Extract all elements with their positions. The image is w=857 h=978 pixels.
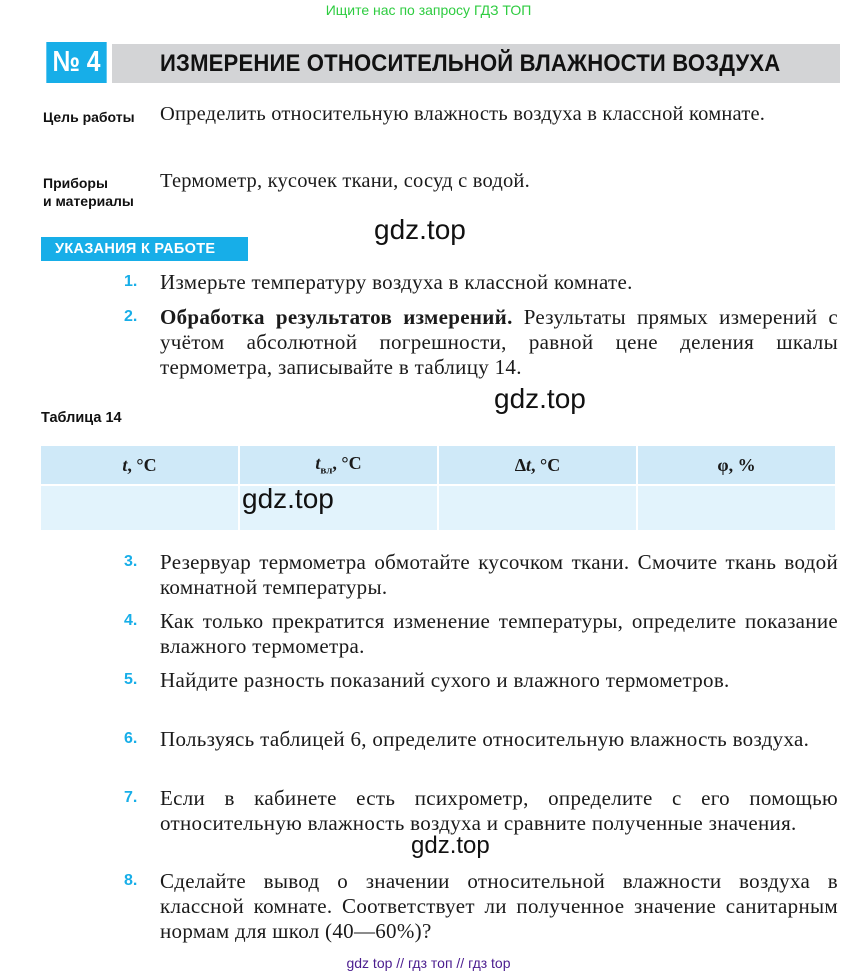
column-header-delta-t: Δt, °C: [439, 446, 636, 484]
page-title: ИЗМЕРЕНИЕ ОТНОСИТЕЛЬНОЙ ВЛАЖНОСТИ ВОЗДУХА: [160, 50, 781, 77]
step-number: 2.: [124, 308, 138, 325]
equipment-text: Термометр, кусочек ткани, сосуд с водой.: [160, 170, 530, 192]
step-text: Сделайте вывод о значении относительной влажности воздуха в классной комнате. Соответствует ли полученное значение санитарным нормам для школ (40—60%)?: [160, 869, 838, 943]
column-header-t: t, °C: [41, 446, 238, 484]
step-text: Если в кабинете есть психрометр, определите с его помощью относительную влажность воздуха и сравните полученные значения.: [160, 786, 838, 835]
watermark: gdz.top: [374, 214, 466, 245]
goal-label: Цель работы: [43, 109, 135, 125]
step-number: 5.: [124, 671, 138, 688]
column-header-t-wet: $t_{вл}$, °C: [240, 446, 437, 484]
search-banner: Ищите нас по запросу ГДЗ ТОП: [325, 2, 532, 18]
watermark: gdz.top: [411, 832, 490, 859]
watermark: gdz.top: [494, 383, 586, 414]
table-row: [41, 486, 835, 530]
equipment-label-line2: и материалы: [43, 193, 134, 209]
footer-watermark: gdz top // гдз топ // гдз top: [346, 955, 511, 971]
step-number: 3.: [124, 553, 138, 570]
step-number: 6.: [124, 730, 138, 747]
step-text: Обработка результатов измерений. Результаты прямых измерений с учётом абсолютной погрешности, равной цене деления шкалы термометра, записывайте в таблицу 14.: [160, 305, 838, 379]
step-number: 4.: [124, 612, 138, 629]
column-header-phi: φ, %: [638, 446, 835, 484]
step-text: Найдите разность показаний сухого и влажного термометров.: [160, 668, 730, 692]
step-text: Как только прекратится изменение температуры, определите показание влажного термометра.: [160, 609, 838, 658]
step-bold-lead: Обработка результатов измерений.: [160, 305, 513, 329]
table-cell[interactable]: [439, 486, 636, 530]
step-number: 7.: [124, 789, 138, 806]
step-number: 1.: [124, 273, 138, 290]
step-text: Пользуясь таблицей 6, определите относительную влажность воздуха.: [160, 727, 810, 751]
measurement-table: [39, 444, 837, 532]
task-number-badge: № 4: [46, 42, 106, 83]
step-number: 8.: [124, 872, 138, 889]
table-cell[interactable]: [638, 486, 835, 530]
step-text: Резервуар термометра обмотайте кусочком ткани. Смочите ткань водой комнатной температуры.: [160, 550, 838, 599]
watermark: gdz.top: [242, 483, 334, 514]
step-text: Измерьте температуру воздуха в классной комнате.: [160, 270, 633, 294]
equipment-label: [43, 174, 134, 210]
equipment-label-line1: Приборы: [43, 175, 108, 191]
table-caption: Таблица 14: [41, 410, 122, 426]
section-heading: УКАЗАНИЯ К РАБОТЕ: [41, 237, 248, 261]
goal-text: Определить относительную влажность воздуха в классной комнате.: [160, 103, 766, 125]
table-cell[interactable]: [41, 486, 238, 530]
